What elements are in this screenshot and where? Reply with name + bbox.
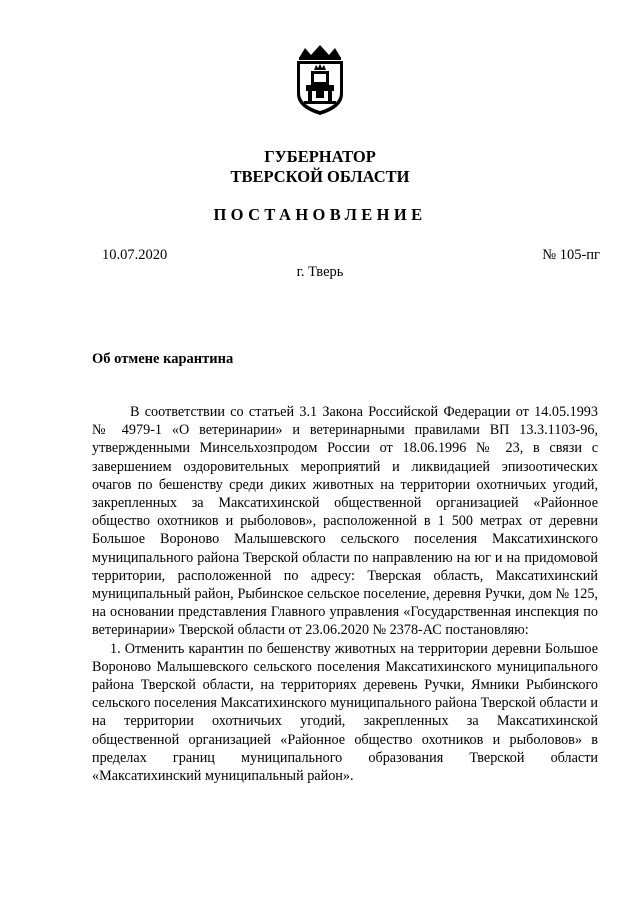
document-body	[92, 403, 598, 785]
document-subject: Об отмене карантина	[92, 351, 234, 367]
preamble-paragraph: В соответствии со статьей 3.1 Закона Российской Федерации от 14.05.1993 № 4979-1 «О ветеринарии» и ветеринарными правилами ВП 13.3.1103-96, утвержденными Минсельхозпродом России от 18.06.1996 № 23, в связи с завершением оздоровительных мероприятий и ликвидацией эпизоотических очагов по бешенству среди диких животных на территории охотничьих угодий, закрепленных за Максатихинской общественной организацией «Районное общество охотников и рыболовов», расположенной в 1 500 метрах от деревни Большое Вороново Малышевского сельского поселения Максатихинского муниципального района Тверской области по направлению на юг и на придомовой территории, расположенной по адресу: Тверская область, Максатихинский муниципальный район, Рыбинское сельское поселение, деревня Ручки, дом № 125, на основании представления Главного управления «Государственная инспекция по ветеринарии» Тверской области от 23.06.2020 № 2378-АС постановляю:	[92, 404, 598, 639]
document-city: г. Тверь	[296, 264, 344, 280]
resolution-item-1: 1. Отменить карантин по бешенству животных на территории деревни Большое Вороново Малышевского сельского поселения Максатихинского муниципального района Тверской области, на территориях деревень Ручки, Ямники Рыбинского сельского поселения Максатихинского муниципального района Тверской области и на территории охотничьих угодий, закрепленных за Максатихинской общественной организацией «Районное общество охотников и рыболовов» в пределах границ муниципального образования Тверской области «Максатихинский муниципальный район».	[92, 640, 598, 785]
authority-line2: ТВЕРСКОЙ ОБЛАСТИ	[230, 167, 410, 186]
coat-of-arms-icon	[291, 44, 349, 116]
authority-line1: ГУБЕРНАТОР	[264, 147, 376, 166]
document-type: ПОСТАНОВЛЕНИЕ	[213, 205, 427, 224]
document-number: № 105-пг	[542, 247, 600, 263]
document-date: 10.07.2020	[102, 247, 168, 263]
